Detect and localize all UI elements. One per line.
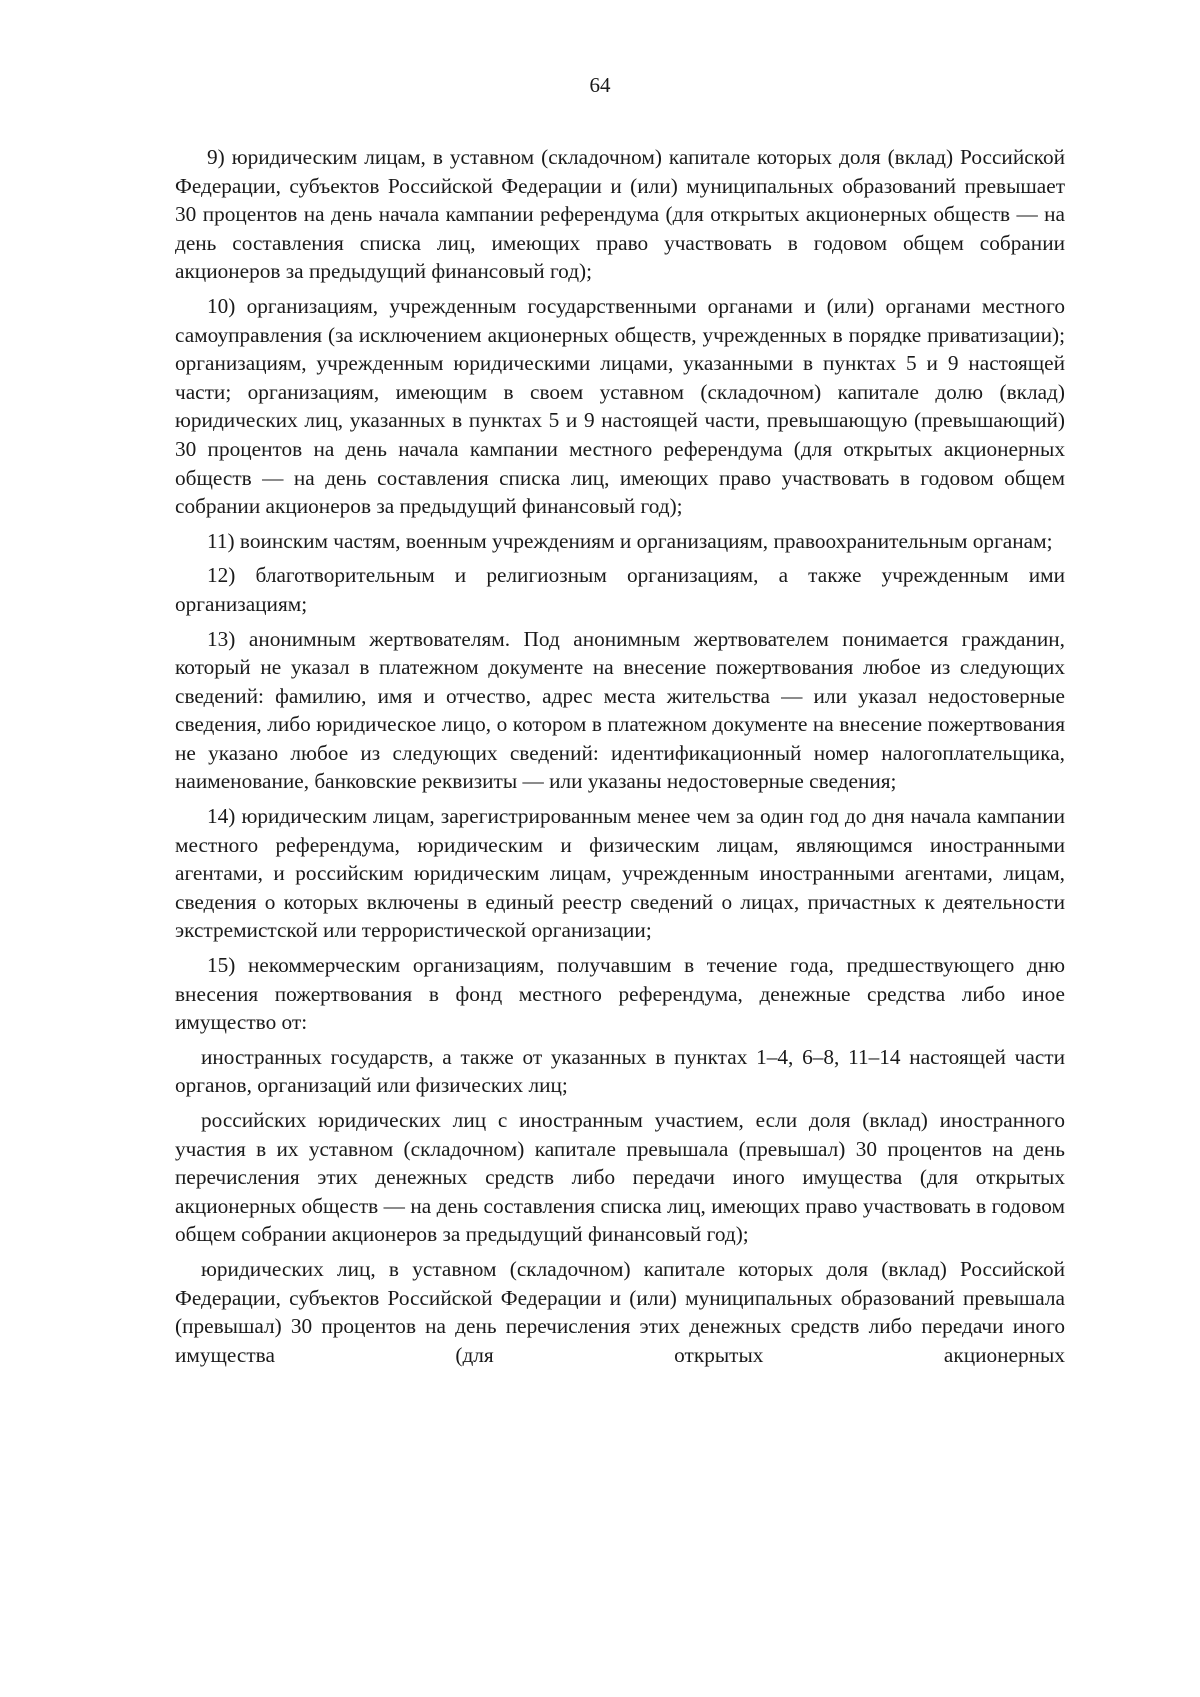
subparagraph-state-share: юридических лиц, в уставном (складочном) капитале которых доля (вклад) Российской Федерации, субъектов Российской Федерации и (или) муниципальных образований превышала (превышал) 30 процентов на день перечисления этих денежных средств либо передачи иного имущества (для открытых акционерных (175, 1256, 1065, 1367)
document-body (175, 143, 1065, 1375)
paragraph-item-13: 13) анонимным жертвователям. Под анонимным жертвователем понимается гражданин, который не указал в платежном документе на внесение пожертвования любое из следующих сведений: фамилию, имя и отчество, адрес места жительства — или указал недостоверные сведения, либо юридическое лицо, о котором в платежном документе на внесение пожертвования не указано любое из следующих сведений: идентификационный номер налогоплательщика, наименование, банковские реквизиты — или указаны недостоверные сведения; (175, 626, 1065, 794)
paragraph-item-12: 12) благотворительным и религиозным организациям, а также учрежденным ими организациям; (175, 563, 1065, 616)
subparagraph-foreign-states: иностранных государств, а также от указанных в пунктах 1–4, 6–8, 11–14 настоящей части органов, организаций или физических лиц; (175, 1044, 1065, 1098)
subparagraph-foreign-participation: российских юридических лиц с иностранным участием, если доля (вклад) иностранного участия в их уставном (складочном) капитале превышала (превышал) 30 процентов на день перечисления этих денежных средств либо передачи иного имущества (для открытых акционерных обществ — на день составления списка лиц, имеющих право участвовать в годовом общем собрании акционеров за предыдущий финансовый год); (175, 1108, 1065, 1247)
page-number: 64 (589, 73, 611, 97)
paragraph-item-9: 9) юридическим лицам, в уставном (складочном) капитале которых доля (вклад) Российской Федерации, субъектов Российской Федерации и (или) муниципальных образований превышает 30 процентов на день начала кампании референдума (для открытых акционерных обществ — на день составления списка лиц, имеющих право участвовать в годовом общем собрании акционеров за предыдущий финансовый год); (175, 145, 1065, 284)
paragraph-item-10: 10) организациям, учрежденным государственными органами и (или) органами местного самоуправления (за исключением акционерных обществ, учрежденных в порядке приватизации); организациям, учрежденным юридическими лицами, указанными в пунктах 5 и 9 настоящей части; организациям, имеющим в своем уставном (складочном) капитале долю (вклад) юридических лиц, указанных в пунктах 5 и 9 настоящей части, превышающую (превышающий) 30 процентов на день начала кампании местного референдума (для открытых акционерных обществ — на день составления списка лиц, имеющих право участвовать в годовом общем собрании акционеров за предыдущий финансовый год); (175, 293, 1065, 519)
paragraph-item-15: 15) некоммерческим организациям, получавшим в течение года, предшествующего дню внесения пожертвования в фонд местного референдума, денежные средства либо иное имущество от: (175, 953, 1065, 1035)
paragraph-item-14: 14) юридическим лицам, зарегистрированным менее чем за один год до дня начала кампании местного референдума, юридическим и физическим лицам, являющимся иностранными агентами, и российским юридическим лицам, учрежденным иностранными агентами, лицам, сведения о которых включены в единый реестр сведений о лицах, причастных к деятельности экстремистской или террористической организации; (175, 804, 1065, 943)
paragraph-item-11: 11) воинским частям, военным учреждениям и организациям, правоохранительным органам; (207, 528, 1053, 553)
